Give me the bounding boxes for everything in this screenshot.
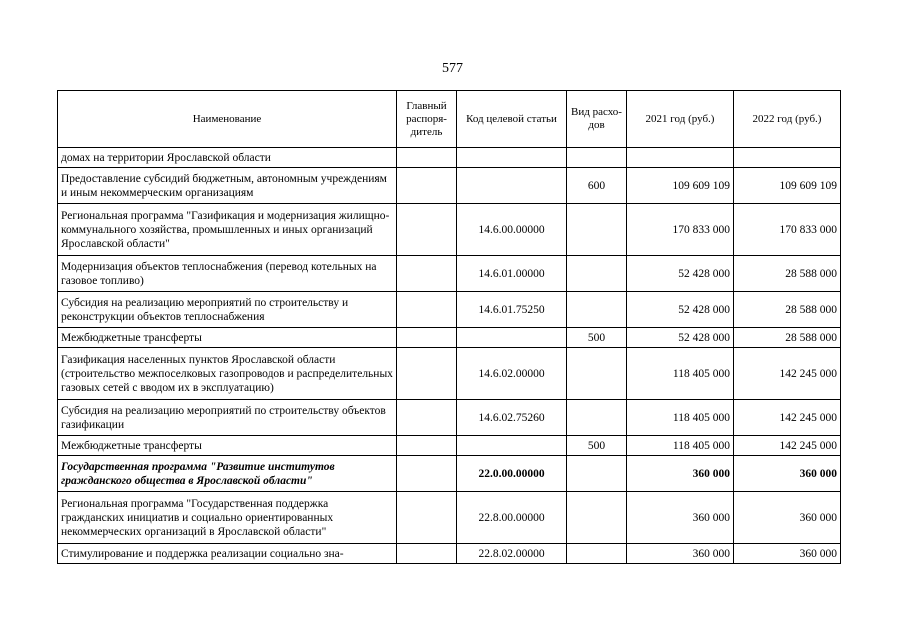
cell-name: Межбюджетные трансферты <box>58 436 397 456</box>
cell-2021: 52 428 000 <box>627 256 734 292</box>
cell-type <box>567 348 627 400</box>
cell-code: 14.6.00.00000 <box>457 204 567 256</box>
cell-admin <box>397 328 457 348</box>
cell-admin <box>397 400 457 436</box>
table-row <box>58 148 841 168</box>
page-number: 577 <box>442 61 463 76</box>
cell-2022: 360 000 <box>734 456 841 492</box>
cell-2022: 360 000 <box>734 544 841 564</box>
cell-code <box>457 436 567 456</box>
table-row <box>58 492 841 544</box>
header-code: Код целевой статьи <box>457 91 567 148</box>
cell-code: 14.6.02.75260 <box>457 400 567 436</box>
cell-name: Межбюджетные трансферты <box>58 328 397 348</box>
cell-name: домах на территории Ярославской области <box>58 148 397 168</box>
header-2021: 2021 год (руб.) <box>627 91 734 148</box>
cell-type: 500 <box>567 328 627 348</box>
cell-type <box>567 204 627 256</box>
cell-admin <box>397 168 457 204</box>
cell-type <box>567 256 627 292</box>
cell-code: 14.6.02.00000 <box>457 348 567 400</box>
cell-name: Модернизация объектов теплоснабжения (перевод котельных на газовое топливо) <box>58 256 397 292</box>
cell-name: Государственная программа "Развитие институтов гражданского общества в Ярославской области" <box>58 456 397 492</box>
cell-admin <box>397 256 457 292</box>
table-body <box>58 148 841 564</box>
cell-2022: 170 833 000 <box>734 204 841 256</box>
cell-2021: 52 428 000 <box>627 292 734 328</box>
table-row <box>58 168 841 204</box>
cell-code: 14.6.01.75250 <box>457 292 567 328</box>
table-row <box>58 456 841 492</box>
cell-name: Субсидия на реализацию мероприятий по строительству объектов газификации <box>58 400 397 436</box>
table-row <box>58 256 841 292</box>
cell-admin <box>397 292 457 328</box>
cell-2021: 170 833 000 <box>627 204 734 256</box>
cell-2022: 142 245 000 <box>734 400 841 436</box>
cell-admin <box>397 348 457 400</box>
table-row <box>58 292 841 328</box>
cell-type <box>567 400 627 436</box>
cell-2021: 118 405 000 <box>627 436 734 456</box>
budget-table <box>57 90 841 564</box>
cell-code: 22.8.02.00000 <box>457 544 567 564</box>
cell-name: Субсидия на реализацию мероприятий по строительству и реконструкции объектов теплоснабжения <box>58 292 397 328</box>
cell-type <box>567 492 627 544</box>
cell-admin <box>397 544 457 564</box>
cell-2021 <box>627 148 734 168</box>
cell-code: 22.0.00.00000 <box>457 456 567 492</box>
table-row <box>58 348 841 400</box>
header-name: Наименование <box>58 91 397 148</box>
cell-admin <box>397 436 457 456</box>
cell-name: Газификация населенных пунктов Ярославской области (строительство межпоселковых газопроводов и распределительных газовых сетей с вводом их в эксплуатацию) <box>58 348 397 400</box>
table-row <box>58 328 841 348</box>
cell-type: 500 <box>567 436 627 456</box>
table-row <box>58 400 841 436</box>
cell-2021: 109 609 109 <box>627 168 734 204</box>
cell-2021: 360 000 <box>627 544 734 564</box>
cell-type <box>567 544 627 564</box>
cell-admin <box>397 204 457 256</box>
table-row <box>58 544 841 564</box>
cell-type <box>567 292 627 328</box>
cell-code: 14.6.01.00000 <box>457 256 567 292</box>
cell-2022: 28 588 000 <box>734 328 841 348</box>
cell-code <box>457 148 567 168</box>
cell-2022: 360 000 <box>734 492 841 544</box>
cell-2022 <box>734 148 841 168</box>
cell-type <box>567 456 627 492</box>
cell-2022: 28 588 000 <box>734 292 841 328</box>
cell-2021: 118 405 000 <box>627 348 734 400</box>
cell-2021: 360 000 <box>627 492 734 544</box>
cell-type: 600 <box>567 168 627 204</box>
table-row <box>58 204 841 256</box>
cell-2021: 52 428 000 <box>627 328 734 348</box>
cell-2021: 118 405 000 <box>627 400 734 436</box>
cell-2022: 142 245 000 <box>734 436 841 456</box>
cell-code: 22.8.00.00000 <box>457 492 567 544</box>
cell-admin <box>397 456 457 492</box>
cell-admin <box>397 492 457 544</box>
cell-name: Региональная программа "Государственная поддержка гражданских инициатив и социально ориентированных некоммерческих организаций в Ярославской области" <box>58 492 397 544</box>
cell-2022: 109 609 109 <box>734 168 841 204</box>
cell-code <box>457 328 567 348</box>
cell-type <box>567 148 627 168</box>
cell-name: Региональная программа "Газификация и модернизация жилищно-коммунального хозяйства, промышленных и иных организаций Ярославской области" <box>58 204 397 256</box>
header-admin: Главный распоря-дитель <box>397 91 457 148</box>
cell-2022: 28 588 000 <box>734 256 841 292</box>
header-2022: 2022 год (руб.) <box>734 91 841 148</box>
cell-2022: 142 245 000 <box>734 348 841 400</box>
cell-name: Предоставление субсидий бюджетным, автономным учреждениям и иным некоммерческим организациям <box>58 168 397 204</box>
cell-code <box>457 168 567 204</box>
table-header-row <box>58 91 841 148</box>
header-type: Вид расхо-дов <box>567 91 627 148</box>
cell-admin <box>397 148 457 168</box>
cell-name: Стимулирование и поддержка реализации социально зна- <box>58 544 397 564</box>
table-row <box>58 436 841 456</box>
cell-2021: 360 000 <box>627 456 734 492</box>
